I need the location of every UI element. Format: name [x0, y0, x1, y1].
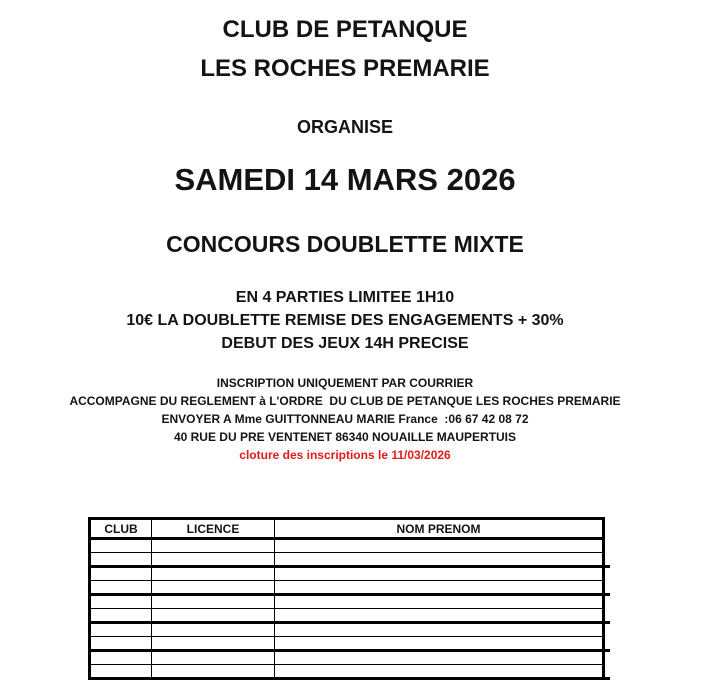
table-cell-empty	[152, 609, 275, 623]
table-cell-empty	[152, 581, 275, 595]
table-cell-empty	[275, 665, 604, 679]
table-cell-empty	[275, 623, 604, 637]
table-row	[90, 567, 604, 581]
table-cell-empty	[152, 595, 275, 609]
event-title: CONCOURS DOUBLETTE MIXTE	[166, 231, 524, 257]
inscription-payment: ACCOMPAGNE DU REGLEMENT à L'ORDRE DU CLUB DE PETANQUE LES ROCHES PREMARIE	[69, 394, 621, 408]
event-date: SAMEDI 14 MARS 2026	[174, 162, 516, 197]
table-row	[90, 539, 604, 553]
table-cell-empty	[90, 539, 152, 553]
inscription-address: 40 RUE DU PRE VENTENET 86340 NOUAILLE MAUPERTUIS	[173, 430, 517, 444]
table-row	[90, 623, 604, 637]
table-row	[90, 637, 604, 651]
registration-table-wrap	[88, 517, 602, 680]
table-row	[90, 595, 604, 609]
table-cell-empty	[90, 637, 152, 651]
inscription-contact: ENVOYER A Mme GUITTONNEAU MARIE France :06 67 42 08 72	[161, 412, 529, 426]
table-row	[90, 665, 604, 679]
table-cell-empty	[90, 651, 152, 665]
detail-start-time: DEBUT DES JEUX 14H PRECISE	[221, 335, 469, 352]
table-row	[90, 609, 604, 623]
table-cell-empty	[90, 665, 152, 679]
table-cell-empty	[275, 581, 604, 595]
table-cell-empty	[90, 567, 152, 581]
club-name-line1: CLUB DE PETANQUE	[222, 16, 468, 43]
organise-label: ORGANISE	[296, 117, 393, 137]
event-details	[0, 286, 690, 355]
table-cell-empty	[90, 553, 152, 567]
registration-table-body	[90, 539, 604, 679]
table-row	[90, 651, 604, 665]
table-cell-empty	[152, 567, 275, 581]
inscription-method: INSCRIPTION UNIQUEMENT PAR COURRIER	[216, 376, 474, 390]
table-cell-empty	[152, 539, 275, 553]
table-cell-empty	[90, 595, 152, 609]
table-cell-empty	[275, 651, 604, 665]
table-row	[90, 581, 604, 595]
table-cell-empty	[152, 553, 275, 567]
table-cell-empty	[90, 623, 152, 637]
table-row	[90, 553, 604, 567]
column-header-licence: LICENCE	[152, 519, 275, 539]
table-cell-empty	[90, 581, 152, 595]
club-name-line2: LES ROCHES PREMARIE	[200, 55, 490, 82]
table-cell-empty	[275, 553, 604, 567]
inscription-deadline: cloture des inscriptions le 11/03/2026	[239, 448, 451, 462]
inscription-info	[0, 374, 690, 464]
table-cell-empty	[275, 609, 604, 623]
table-cell-empty	[152, 637, 275, 651]
detail-format: EN 4 PARTIES LIMITEE 1H10	[235, 289, 455, 306]
table-cell-empty	[152, 651, 275, 665]
table-cell-empty	[152, 623, 275, 637]
column-header-club: CLUB	[90, 519, 152, 539]
table-cell-empty	[90, 609, 152, 623]
detail-price: 10€ LA DOUBLETTE REMISE DES ENGAGEMENTS + 30%	[126, 312, 564, 329]
table-cell-empty	[152, 665, 275, 679]
table-cell-empty	[275, 539, 604, 553]
table-header-row	[90, 519, 604, 539]
table-cell-empty	[275, 595, 604, 609]
table-cell-empty	[275, 567, 604, 581]
column-header-nom-prenom: NOM PRENOM	[275, 519, 604, 539]
table-cell-empty	[275, 637, 604, 651]
registration-table	[88, 517, 605, 680]
